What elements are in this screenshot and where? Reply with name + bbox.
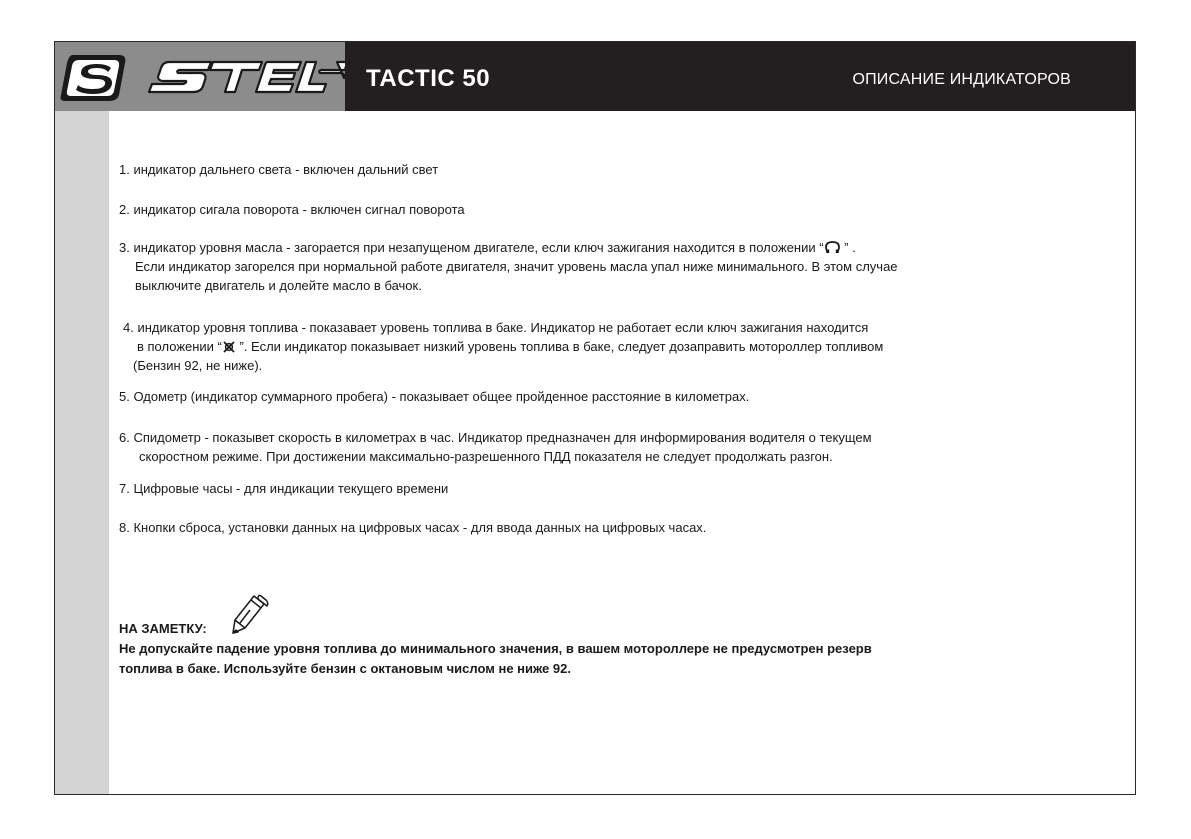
item-text: 4. индикатор уровня топлива - показавает уровень топлива в баке. Индикатор не работает если ключ зажигания находится [123, 320, 869, 335]
item-text: 1. индикатор дальнего света - включен дальний свет [119, 162, 439, 177]
ignition-on-icon [825, 240, 840, 254]
list-item [119, 518, 706, 537]
item-text: ” . [840, 240, 856, 255]
item-text: 2. индикатор сигала поворота - включен сигнал поворота [119, 202, 465, 217]
note-line: топлива в баке. Используйте бензин с октановым числом не ниже 92. [119, 661, 571, 676]
side-bar [55, 111, 109, 795]
stels-logo-icon [55, 42, 345, 111]
page-header [55, 42, 1135, 111]
note-label: НА ЗАМЕТКУ: [119, 621, 207, 636]
item-text-line [119, 238, 898, 257]
ignition-off-icon [223, 341, 235, 353]
list-item [123, 318, 883, 375]
model-title: TACTIC 50 [366, 65, 491, 92]
manual-page [54, 41, 1136, 795]
item-text: Если индикатор загорелся при нормальной работе двигателя, значит уровень масла упал ниже минимального. В этом случае [135, 259, 898, 274]
item-text: ”. Если индикатор показывает низкий уровень топлива в баке, следует дозаправить мотороллер топливом [235, 339, 884, 354]
pencil-icon [232, 592, 270, 636]
list-item [119, 387, 749, 406]
note-line: Не допускайте падение уровня топлива до минимального значения, в вашем мотороллере не предусмотрен резерв [119, 641, 872, 656]
item-text: 7. Цифровые часы - для индикации текущего времени [119, 481, 449, 496]
list-item [119, 160, 438, 179]
note-text [119, 639, 872, 679]
list-item [119, 428, 872, 466]
brand-logo [55, 42, 345, 111]
item-text: 6. Спидометр - показывет скорость в километрах в час. Индикатор предназначен для информирования водителя о текущем [119, 430, 872, 445]
item-text: (Бензин 92, не ниже). [133, 358, 263, 373]
item-text-line [123, 337, 883, 356]
section-title: ОПИСАНИЕ ИНДИКАТОРОВ [852, 71, 1071, 88]
item-text: выключите двигатель и долейте масло в бачок. [135, 278, 422, 293]
list-item [119, 238, 898, 295]
list-item [119, 479, 448, 498]
item-text: 5. Одометр (индикатор суммарного пробега) - показывает общее пройденное расстояние в километрах. [119, 389, 750, 404]
list-item [119, 200, 465, 219]
item-text: 8. Кнопки сброса, установки данных на цифровых часах - для ввода данных на цифровых часах. [119, 520, 707, 535]
item-text: скоростном режиме. При достижении максимально-разрешенного ПДД показателя не следует продолжать разгон. [139, 449, 833, 464]
item-text: 3. индикатор уровня масла - загорается при незапущеном двигателе, если ключ зажигания находится в положении “ [119, 240, 824, 255]
item-text: в положении “ [137, 339, 222, 354]
